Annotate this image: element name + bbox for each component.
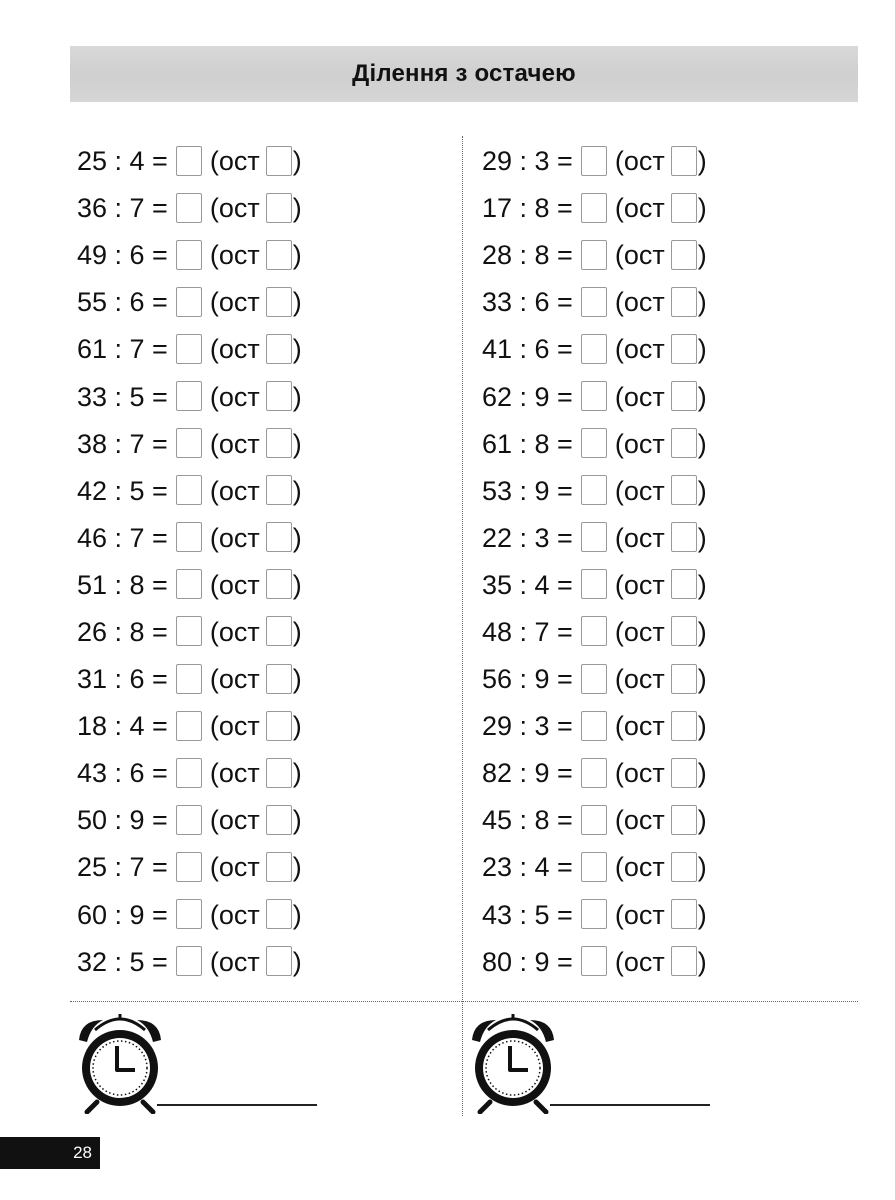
remainder-label: (ост (209, 522, 260, 553)
close-paren: ) (292, 240, 302, 271)
alarm-clock-icon (468, 1010, 558, 1114)
close-paren: ) (697, 334, 707, 365)
quotient-box[interactable] (581, 240, 607, 270)
remainder-box[interactable] (266, 616, 292, 646)
quotient-box[interactable] (581, 852, 607, 882)
division-expression: 18 : 4 = (77, 711, 168, 742)
division-expression: 56 : 9 = (482, 664, 573, 695)
remainder-label: (ост (209, 287, 260, 318)
division-expression: 25 : 7 = (77, 852, 168, 883)
division-expression: 25 : 4 = (77, 146, 168, 177)
division-problem (77, 656, 302, 703)
close-paren: ) (292, 522, 302, 553)
remainder-box[interactable] (266, 146, 292, 176)
division-problem (482, 421, 707, 468)
quotient-box[interactable] (581, 946, 607, 976)
division-problem (77, 892, 302, 939)
division-expression: 82 : 9 = (482, 758, 573, 789)
time-answer-line[interactable] (550, 1104, 710, 1106)
division-expression: 22 : 3 = (482, 522, 573, 553)
quotient-box[interactable] (176, 522, 202, 552)
quotient-box[interactable] (176, 240, 202, 270)
remainder-label: (ост (209, 946, 260, 977)
division-problem (77, 326, 302, 373)
quotient-box[interactable] (581, 711, 607, 741)
division-problem (482, 279, 707, 326)
page-title: Ділення з остачею (352, 60, 576, 87)
remainder-box[interactable] (266, 522, 292, 552)
remainder-label: (ост (209, 805, 260, 836)
division-expression: 17 : 8 = (482, 193, 573, 224)
quotient-box[interactable] (176, 334, 202, 364)
remainder-box[interactable] (671, 240, 697, 270)
division-problem (77, 797, 302, 844)
remainder-label: (ост (614, 193, 665, 224)
division-expression: 62 : 9 = (482, 381, 573, 412)
division-expression: 32 : 5 = (77, 946, 168, 977)
remainder-box[interactable] (671, 569, 697, 599)
division-problem (77, 279, 302, 326)
close-paren: ) (292, 569, 302, 600)
close-paren: ) (292, 616, 302, 647)
division-expression: 43 : 6 = (77, 758, 168, 789)
division-expression: 33 : 5 = (77, 381, 168, 412)
division-expression: 31 : 6 = (77, 664, 168, 695)
division-expression: 61 : 8 = (482, 428, 573, 459)
division-problem (77, 939, 302, 986)
close-paren: ) (292, 664, 302, 695)
close-paren: ) (697, 381, 707, 412)
close-paren: ) (292, 381, 302, 412)
division-problem (77, 373, 302, 420)
remainder-box[interactable] (266, 946, 292, 976)
remainder-label: (ост (614, 381, 665, 412)
division-problem (482, 892, 707, 939)
close-paren: ) (697, 711, 707, 742)
close-paren: ) (292, 334, 302, 365)
quotient-box[interactable] (176, 193, 202, 223)
close-paren: ) (697, 475, 707, 506)
division-problem (482, 326, 707, 373)
division-problem (77, 609, 302, 656)
division-problem (77, 703, 302, 750)
division-expression: 42 : 5 = (77, 475, 168, 506)
quotient-box[interactable] (176, 569, 202, 599)
division-problem (482, 939, 707, 986)
remainder-box[interactable] (266, 193, 292, 223)
division-problem (482, 703, 707, 750)
remainder-box[interactable] (266, 805, 292, 835)
division-expression: 41 : 6 = (482, 334, 573, 365)
division-expression: 33 : 6 = (482, 287, 573, 318)
remainder-label: (ост (209, 475, 260, 506)
remainder-label: (ост (614, 475, 665, 506)
remainder-box[interactable] (671, 475, 697, 505)
division-expression: 49 : 6 = (77, 240, 168, 271)
page-number-tab (0, 1137, 100, 1169)
quotient-box[interactable] (581, 569, 607, 599)
remainder-box[interactable] (671, 758, 697, 788)
page-number: 28 (73, 1143, 92, 1162)
remainder-box[interactable] (671, 146, 697, 176)
remainder-box[interactable] (266, 664, 292, 694)
remainder-label: (ост (209, 852, 260, 883)
remainder-label: (ост (614, 852, 665, 883)
division-problem (482, 797, 707, 844)
close-paren: ) (292, 193, 302, 224)
quotient-box[interactable] (176, 899, 202, 929)
close-paren: ) (292, 805, 302, 836)
close-paren: ) (292, 758, 302, 789)
remainder-label: (ост (209, 193, 260, 224)
quotient-box[interactable] (581, 899, 607, 929)
close-paren: ) (697, 146, 707, 177)
division-problem (482, 656, 707, 703)
division-problem (77, 750, 302, 797)
division-expression: 60 : 9 = (77, 899, 168, 930)
remainder-box[interactable] (671, 852, 697, 882)
remainder-label: (ост (614, 805, 665, 836)
remainder-box[interactable] (266, 569, 292, 599)
quotient-box[interactable] (176, 664, 202, 694)
remainder-box[interactable] (671, 899, 697, 929)
remainder-box[interactable] (266, 240, 292, 270)
division-expression: 80 : 9 = (482, 946, 573, 977)
remainder-label: (ост (614, 522, 665, 553)
remainder-box[interactable] (266, 899, 292, 929)
close-paren: ) (697, 758, 707, 789)
close-paren: ) (292, 146, 302, 177)
division-expression: 28 : 8 = (482, 240, 573, 271)
close-paren: ) (697, 664, 707, 695)
quotient-box[interactable] (176, 805, 202, 835)
remainder-label: (ост (614, 569, 665, 600)
remainder-box[interactable] (671, 946, 697, 976)
column-divider (462, 136, 463, 1116)
quotient-box[interactable] (176, 946, 202, 976)
remainder-label: (ост (614, 334, 665, 365)
remainder-label: (ост (614, 711, 665, 742)
remainder-box[interactable] (671, 428, 697, 458)
close-paren: ) (697, 240, 707, 271)
remainder-label: (ост (209, 616, 260, 647)
division-problem (77, 185, 302, 232)
division-expression: 29 : 3 = (482, 146, 573, 177)
close-paren: ) (292, 428, 302, 459)
remainder-box[interactable] (266, 287, 292, 317)
close-paren: ) (697, 946, 707, 977)
title-banner (70, 46, 858, 102)
quotient-box[interactable] (581, 381, 607, 411)
close-paren: ) (292, 711, 302, 742)
remainder-label: (ост (209, 240, 260, 271)
close-paren: ) (292, 287, 302, 318)
quotient-box[interactable] (581, 193, 607, 223)
division-problem (482, 844, 707, 891)
division-expression: 55 : 6 = (77, 287, 168, 318)
remainder-box[interactable] (671, 287, 697, 317)
remainder-label: (ост (209, 381, 260, 412)
quotient-box[interactable] (581, 428, 607, 458)
division-problem (77, 421, 302, 468)
remainder-box[interactable] (266, 758, 292, 788)
division-problem (482, 750, 707, 797)
quotient-box[interactable] (581, 616, 607, 646)
remainder-box[interactable] (266, 381, 292, 411)
division-expression: 45 : 8 = (482, 805, 573, 836)
close-paren: ) (697, 899, 707, 930)
division-expression: 48 : 7 = (482, 616, 573, 647)
remainder-label: (ост (614, 428, 665, 459)
division-problem (482, 232, 707, 279)
division-expression: 29 : 3 = (482, 711, 573, 742)
division-problem (482, 562, 707, 609)
remainder-box[interactable] (266, 852, 292, 882)
remainder-box[interactable] (671, 381, 697, 411)
division-problem (77, 468, 302, 515)
division-problem (482, 185, 707, 232)
quotient-box[interactable] (176, 852, 202, 882)
remainder-box[interactable] (671, 616, 697, 646)
close-paren: ) (697, 852, 707, 883)
close-paren: ) (292, 475, 302, 506)
remainder-box[interactable] (671, 664, 697, 694)
division-expression: 35 : 4 = (482, 569, 573, 600)
remainder-label: (ост (209, 899, 260, 930)
remainder-box[interactable] (266, 334, 292, 364)
remainder-box[interactable] (266, 711, 292, 741)
quotient-box[interactable] (581, 146, 607, 176)
alarm-clock-icon (75, 1010, 165, 1114)
remainder-box[interactable] (671, 193, 697, 223)
division-expression: 38 : 7 = (77, 428, 168, 459)
remainder-label: (ост (209, 569, 260, 600)
division-problem (482, 373, 707, 420)
division-expression: 51 : 8 = (77, 569, 168, 600)
remainder-label: (ост (614, 240, 665, 271)
close-paren: ) (697, 805, 707, 836)
division-problem (482, 468, 707, 515)
remainder-label: (ост (209, 758, 260, 789)
quotient-box[interactable] (176, 428, 202, 458)
close-paren: ) (292, 899, 302, 930)
time-answer-line[interactable] (157, 1104, 317, 1106)
division-problem (482, 515, 707, 562)
quotient-box[interactable] (581, 758, 607, 788)
remainder-label: (ост (614, 146, 665, 177)
quotient-box[interactable] (581, 522, 607, 552)
division-expression: 26 : 8 = (77, 616, 168, 647)
remainder-label: (ост (209, 664, 260, 695)
close-paren: ) (697, 193, 707, 224)
close-paren: ) (697, 569, 707, 600)
remainder-box[interactable] (266, 428, 292, 458)
close-paren: ) (292, 852, 302, 883)
quotient-box[interactable] (581, 664, 607, 694)
division-expression: 43 : 5 = (482, 899, 573, 930)
remainder-label: (ост (614, 287, 665, 318)
division-problem (482, 138, 707, 185)
division-problem (77, 515, 302, 562)
division-problem (77, 844, 302, 891)
quotient-box[interactable] (581, 334, 607, 364)
division-expression: 46 : 7 = (77, 522, 168, 553)
close-paren: ) (697, 522, 707, 553)
division-expression: 61 : 7 = (77, 334, 168, 365)
quotient-box[interactable] (176, 758, 202, 788)
division-problem (77, 562, 302, 609)
division-problem (482, 609, 707, 656)
remainder-label: (ост (614, 758, 665, 789)
remainder-label: (ост (614, 616, 665, 647)
close-paren: ) (697, 616, 707, 647)
division-expression: 36 : 7 = (77, 193, 168, 224)
close-paren: ) (697, 428, 707, 459)
remainder-label: (ост (209, 711, 260, 742)
remainder-label: (ост (614, 946, 665, 977)
remainder-label: (ост (614, 664, 665, 695)
quotient-box[interactable] (176, 287, 202, 317)
quotient-box[interactable] (176, 475, 202, 505)
quotient-box[interactable] (176, 381, 202, 411)
quotient-box[interactable] (581, 475, 607, 505)
remainder-box[interactable] (671, 334, 697, 364)
remainder-box[interactable] (671, 711, 697, 741)
remainder-label: (ост (614, 899, 665, 930)
remainder-box[interactable] (671, 805, 697, 835)
division-expression: 50 : 9 = (77, 805, 168, 836)
close-paren: ) (697, 287, 707, 318)
section-divider (70, 1001, 858, 1002)
quotient-box[interactable] (176, 616, 202, 646)
remainder-box[interactable] (266, 475, 292, 505)
quotient-box[interactable] (176, 711, 202, 741)
division-problem (77, 138, 302, 185)
quotient-box[interactable] (176, 146, 202, 176)
remainder-label: (ост (209, 428, 260, 459)
left-column (77, 138, 302, 986)
remainder-box[interactable] (671, 522, 697, 552)
quotient-box[interactable] (581, 805, 607, 835)
division-problem (77, 232, 302, 279)
right-column (482, 138, 707, 986)
division-expression: 23 : 4 = (482, 852, 573, 883)
quotient-box[interactable] (581, 287, 607, 317)
remainder-label: (ост (209, 334, 260, 365)
division-expression: 53 : 9 = (482, 475, 573, 506)
close-paren: ) (292, 946, 302, 977)
remainder-label: (ост (209, 146, 260, 177)
